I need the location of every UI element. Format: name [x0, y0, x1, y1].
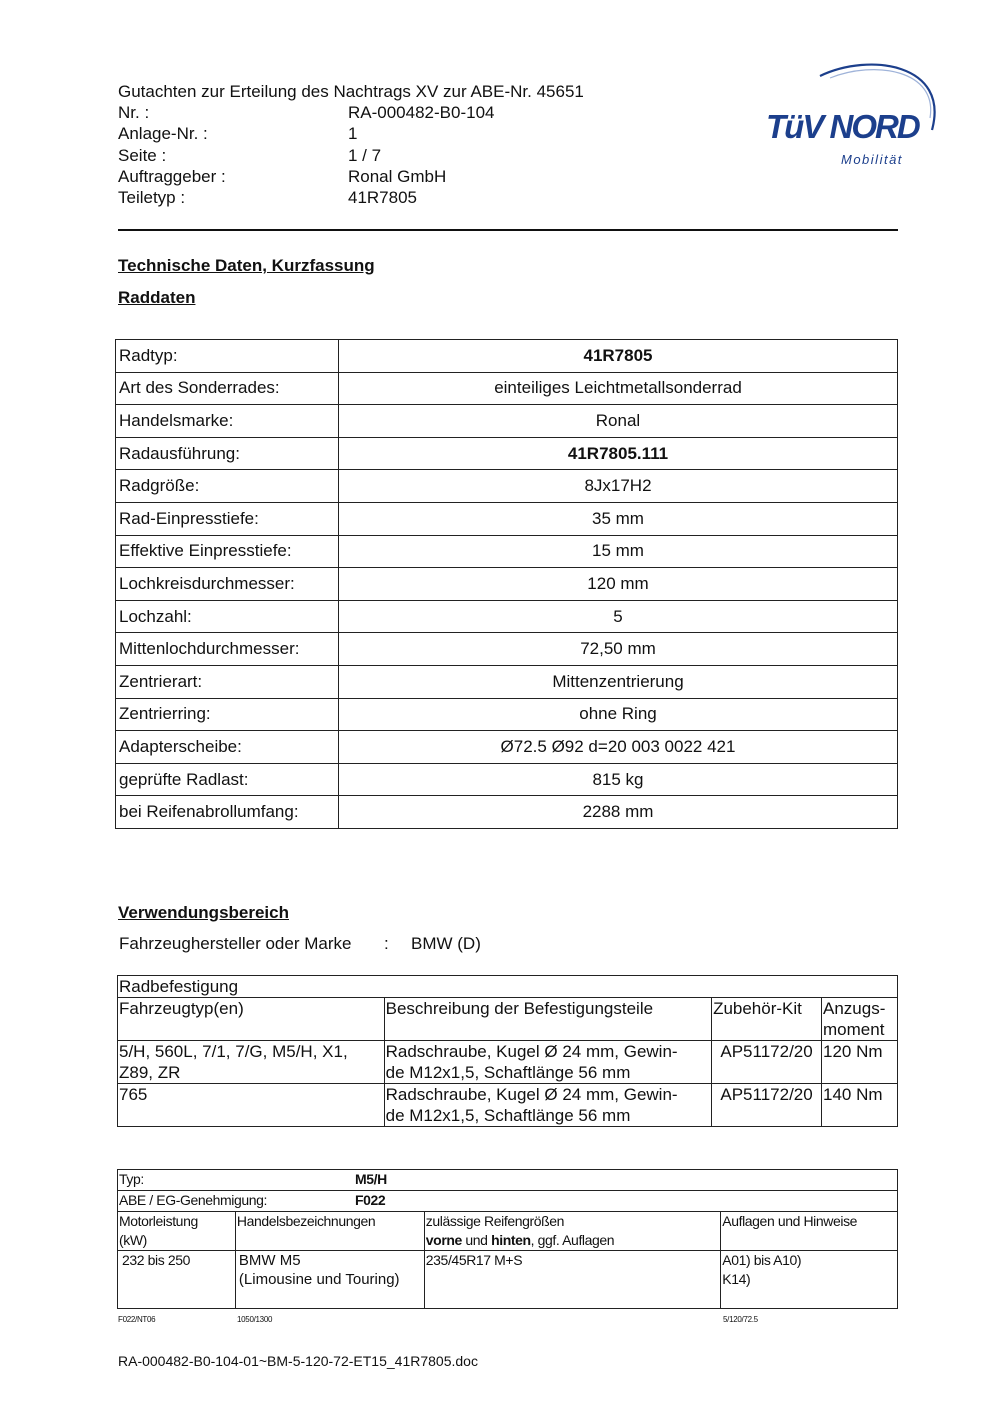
code-weight: 1050/1300: [237, 1315, 273, 1324]
cell-auflagen: A01) bis A10) K14): [721, 1251, 898, 1309]
tuv-nord-logo: [760, 58, 942, 173]
header-field-label: Teiletyp :: [118, 188, 186, 207]
raddaten-label: Art des Sonderrades:: [116, 372, 339, 405]
header-field-nr: [118, 102, 495, 123]
header-field-label: Nr. :: [118, 103, 150, 122]
header-field-value: Ronal GmbH: [348, 167, 447, 186]
typ-value: M5/H: [355, 1171, 387, 1187]
table-row: [116, 633, 898, 666]
table-row: [118, 1251, 898, 1309]
table-row: [116, 731, 898, 764]
table-row: [116, 796, 898, 829]
befestigung-cell: AP51172/20: [712, 1041, 822, 1084]
raddaten-value: Ø72.5 Ø92 d=20 003 0022 421: [339, 731, 898, 764]
header-field-value: 1: [348, 124, 358, 143]
befestigung-cell: 765: [118, 1084, 385, 1127]
raddaten-label: Radgröße:: [116, 470, 339, 503]
raddaten-value: 8Jx17H2: [339, 470, 898, 503]
raddaten-label: Adapterscheibe:: [116, 731, 339, 764]
raddaten-label: Lochkreisdurchmesser:: [116, 568, 339, 601]
befestigung-cell: AP51172/20: [712, 1084, 822, 1127]
raddaten-value: 41R7805: [339, 340, 898, 373]
hersteller-line: [119, 934, 481, 954]
header-reifen: [424, 1212, 720, 1251]
raddaten-label: Effektive Einpresstiefe:: [116, 535, 339, 568]
section-heading-technische: Technische Daten, Kurzfassung: [118, 256, 375, 275]
table-row: [116, 437, 898, 470]
table-row: [116, 405, 898, 438]
raddaten-label: geprüfte Radlast:: [116, 763, 339, 796]
hersteller-sep: :: [384, 934, 389, 953]
code-bolt: 5/120/72.5: [723, 1315, 758, 1324]
code-ft: F022/NT06: [118, 1315, 156, 1324]
header-field-label: Anlage-Nr. :: [118, 124, 208, 143]
logo-brand: TüV NORD: [766, 108, 919, 145]
befestigung-table: [117, 975, 898, 1127]
raddaten-value: Mittenzentrierung: [339, 665, 898, 698]
raddaten-value: 15 mm: [339, 535, 898, 568]
table-row: [118, 1041, 898, 1084]
raddaten-value: 35 mm: [339, 502, 898, 535]
raddaten-value: 2288 mm: [339, 796, 898, 829]
abe-value: F022: [355, 1192, 386, 1208]
raddaten-value: Ronal: [339, 405, 898, 438]
header-field-value: RA-000482-B0-104: [348, 103, 495, 122]
befestigung-header: Beschreibung der Befestigungsteile: [384, 998, 711, 1041]
document-title: Gutachten zur Erteilung des Nachtrags XV zur ABE-Nr. 45651: [118, 82, 584, 101]
cell-handel: BMW M5 (Limousine und Touring): [235, 1251, 424, 1309]
hersteller-value: BMW (D): [411, 934, 481, 953]
table-row: [116, 568, 898, 601]
raddaten-label: Radausführung:: [116, 437, 339, 470]
raddaten-value: einteiliges Leichtmetallsonderrad: [339, 372, 898, 405]
raddaten-value: 41R7805.111: [339, 437, 898, 470]
header-divider: [118, 229, 898, 231]
header-field-auftraggeber: [118, 166, 447, 187]
table-row: [116, 502, 898, 535]
header-handel: Handelsbezeichnungen: [235, 1212, 424, 1251]
header-auflagen: Auflagen und Hinweise: [721, 1212, 898, 1251]
section-heading-raddaten: Raddaten: [118, 288, 196, 307]
typ-table: [117, 1169, 898, 1309]
table-row: [116, 535, 898, 568]
raddaten-label: Mittenlochdurchmesser:: [116, 633, 339, 666]
raddaten-value: 5: [339, 600, 898, 633]
section-heading-verwendung: Verwendungsbereich: [118, 903, 289, 922]
befestigung-header: Zubehör-Kit: [712, 998, 822, 1041]
befestigung-cell: Radschraube, Kugel Ø 24 mm, Gewin- de M12x1,5, Schaftlänge 56 mm: [384, 1041, 711, 1084]
cell-motor: 232 bis 250: [118, 1251, 236, 1309]
header-field-value: 41R7805: [348, 188, 418, 207]
befestigung-cell: Radschraube, Kugel Ø 24 mm, Gewin- de M12x1,5, Schaftlänge 56 mm: [384, 1084, 711, 1127]
typ-row: [118, 1170, 898, 1191]
header-reifen-vorne: vorne: [425, 1232, 462, 1248]
table-row: [116, 600, 898, 633]
header-reifen-und: und: [465, 1232, 488, 1248]
raddaten-label: bei Reifenabrollumfang:: [116, 796, 339, 829]
raddaten-label: Zentrierring:: [116, 698, 339, 731]
raddaten-value: 815 kg: [339, 763, 898, 796]
raddaten-label: Rad-Einpresstiefe:: [116, 502, 339, 535]
header-field-label: Seite :: [118, 146, 167, 165]
raddaten-value: ohne Ring: [339, 698, 898, 731]
logo-sub: Mobilität: [841, 152, 903, 167]
abe-row: [118, 1191, 898, 1212]
table-row: [116, 698, 898, 731]
table-row: [116, 340, 898, 373]
befestigung-cell: 5/H, 560L, 7/1, 7/G, M5/H, X1, Z89, ZR: [118, 1041, 385, 1084]
raddaten-table: [115, 339, 898, 829]
header-field-seite: [118, 145, 382, 166]
befestigung-header: Fahrzeugtyp(en): [118, 998, 385, 1041]
befestigung-header: Anzugs- moment: [822, 998, 898, 1041]
header-field-anlage: [118, 123, 358, 144]
abe-label: ABE / EG-Genehmigung:: [119, 1192, 268, 1208]
header-reifen-line2: [426, 1231, 719, 1250]
befestigung-cell: 140 Nm: [822, 1084, 898, 1127]
table-row: [116, 665, 898, 698]
table-row: [116, 470, 898, 503]
raddaten-label: Handelsmarke:: [116, 405, 339, 438]
header-field-value: 1 / 7: [348, 146, 382, 165]
raddaten-label: Radtyp:: [116, 340, 339, 373]
header-reifen-hinten: hinten: [491, 1232, 531, 1248]
table-row: [116, 372, 898, 405]
header-field-label: Auftraggeber :: [118, 167, 226, 186]
raddaten-value: 72,50 mm: [339, 633, 898, 666]
befestigung-cell: 120 Nm: [822, 1041, 898, 1084]
hersteller-label: Fahrzeughersteller oder Marke: [119, 934, 352, 953]
befestigung-title: Radbefestigung: [118, 976, 898, 998]
raddaten-label: Lochzahl:: [116, 600, 339, 633]
cell-reifen: 235/45R17 M+S: [424, 1251, 720, 1309]
table-row: [116, 763, 898, 796]
raddaten-value: 120 mm: [339, 568, 898, 601]
footer-filename: RA-000482-B0-104-01~BM-5-120-72-ET15_41R7805.doc: [118, 1353, 478, 1369]
raddaten-label: Zentrierart:: [116, 665, 339, 698]
header-reifen-rest: , ggf. Auflagen: [530, 1232, 615, 1248]
header-motor: Motorleistung (kW): [118, 1212, 236, 1251]
typ-label: Typ:: [119, 1171, 144, 1187]
header-reifen-line1: zulässige Reifengrößen: [425, 1213, 565, 1229]
header-field-teiletyp: [118, 187, 418, 208]
table-row: [118, 1084, 898, 1127]
